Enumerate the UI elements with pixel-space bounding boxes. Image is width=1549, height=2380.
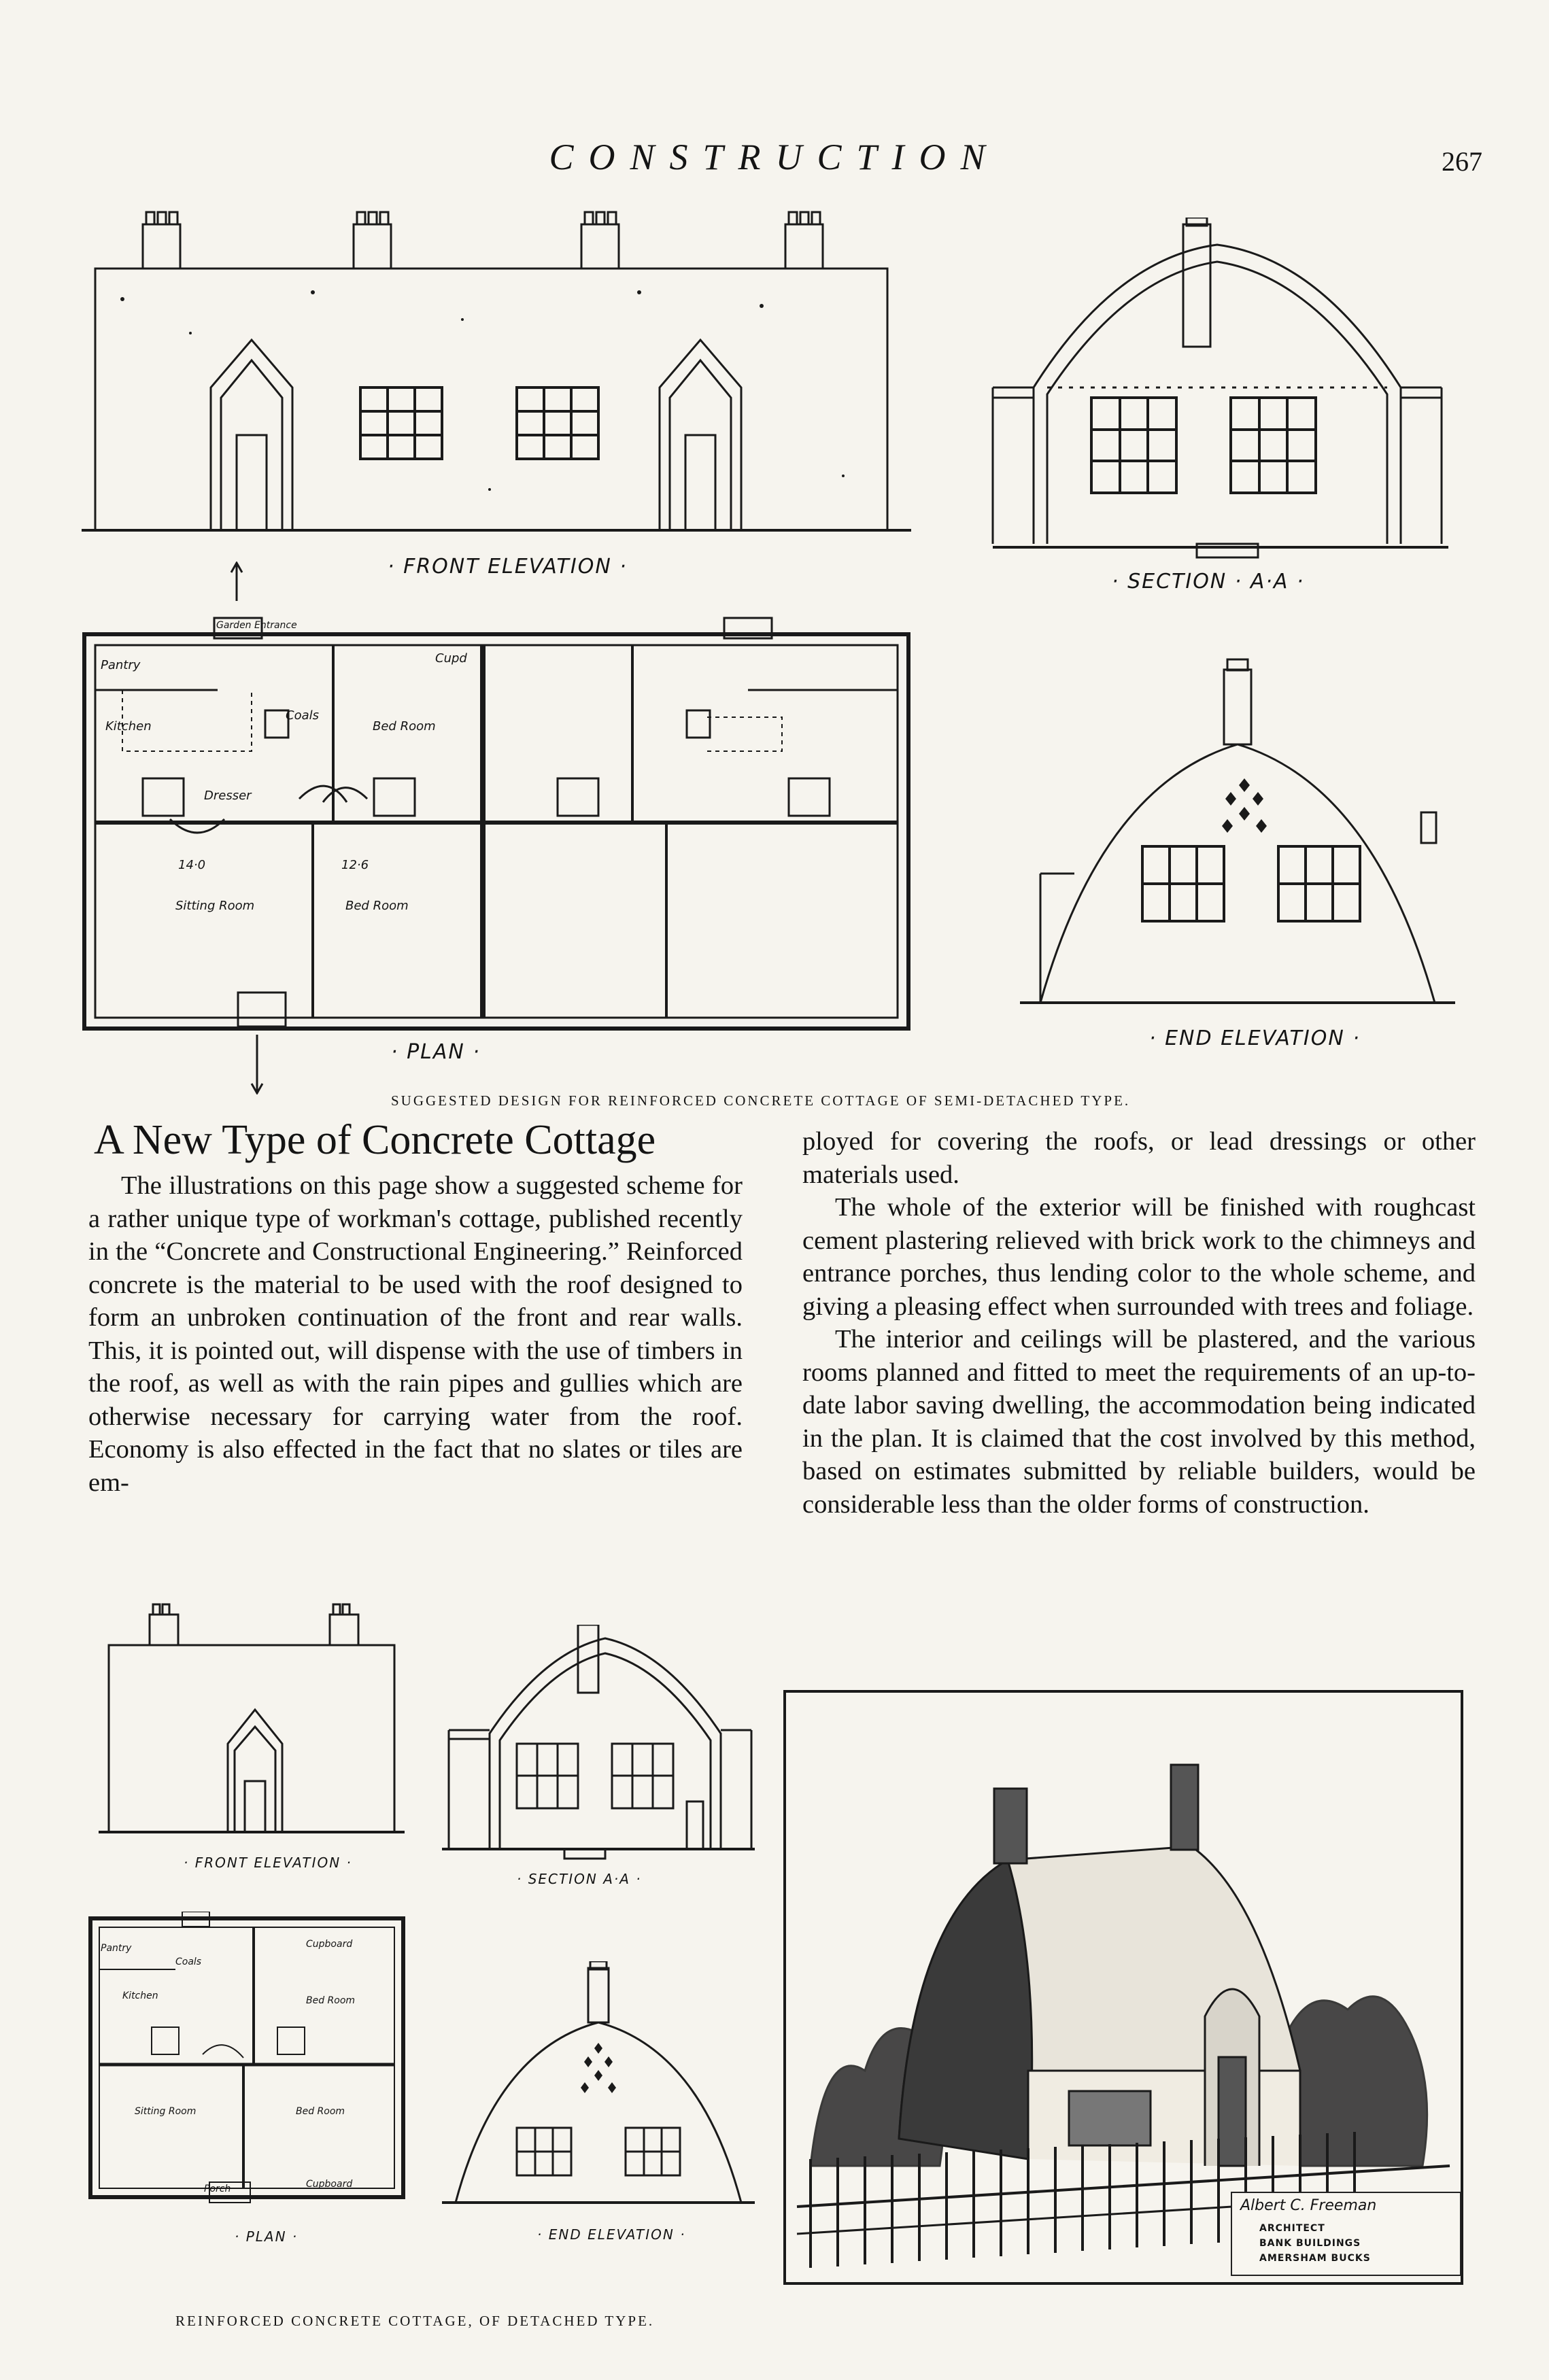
plan-dimension: 14·0 [178,858,206,872]
detached-end-elevation-label: · END ELEVATION · [537,2226,686,2243]
section-arrow-icon [230,562,243,602]
plan-room-dresser: Dresser [204,789,252,803]
detached-plan-room-coals: Coals [175,1956,202,1967]
semi-section-drawing [979,218,1455,564]
detached-section-drawing [442,1625,755,1869]
page-number: 267 [1442,146,1482,177]
detached-front-elevation-label: · FRONT ELEVATION · [184,1855,352,1871]
section-arrow-icon [250,1033,264,1094]
article-headline: A New Type of Concrete Cottage [94,1117,656,1163]
detached-plan-drawing [87,1912,407,2211]
plan-room-bed-room: Bed Room [345,899,409,913]
architect-address: BANK BUILDINGS [1259,2238,1361,2249]
detached-plan-room-bed-room: Bed Room [306,1995,356,2006]
semi-front-elevation-drawing [82,204,911,544]
detached-section-label: · SECTION A·A · [517,1871,642,1887]
semi-plan-label: · PLAN · [391,1040,481,1064]
article-paragraph: The illustrations on this page show a suggested scheme for a rather unique type of workman's cottage, published recently in the “Concrete and Constructional Engineering.” Reinforced concrete is the material to be used with the roof designed to form an unbroken continuation of the front and rear walls. This, it is pointed out, will dispense with the use of timbers in the roof, as well as with the rain pipes and gullies which are otherwise necessary for carrying water from the roof. Economy is also effected in the fact that no slates or tiles are em- [88,1171,743,1497]
running-title: CONSTRUCTION [549,137,1000,177]
semi-section-label: · SECTION · A·A · [1112,570,1305,593]
detached-plan-room-kitchen: Kitchen [122,1990,158,2001]
detached-plan-porch: Porch [204,2184,231,2194]
detached-plan-room-sitting-room: Sitting Room [135,2106,197,2117]
article-column-left [88,1169,743,1499]
architect-signature-block [1231,2192,1461,2276]
plan-room-coals: Coals [286,708,319,723]
architect-title: ARCHITECT [1259,2223,1325,2234]
plan-garden-entrance: Garden Entrance [216,620,297,631]
architect-town: AMERSHAM BUCKS [1259,2253,1371,2264]
figure-caption-detached: REINFORCED CONCRETE COTTAGE, OF DETACHED TYPE. [175,2313,655,2329]
semi-end-elevation-label: · END ELEVATION · [1149,1027,1361,1050]
detached-plan-room-cupboard: Cupboard [306,1939,353,1950]
figure-caption-semi-detached: SUGGESTED DESIGN FOR REINFORCED CONCRETE COTTAGE OF SEMI-DETACHED TYPE. [391,1092,1131,1109]
plan-room-kitchen: Kitchen [105,719,152,734]
article-paragraph: The interior and ceilings will be plastered, and the various rooms planned and fitted to meet the requirements of an up-to-date labor saving dwelling, the accommodation being indicated in the plan. It is claimed that the cost involved by this method, based on estimates submitted by reliable builders, would be considerable less than the older forms of construction. [802,1325,1476,1519]
detached-plan-room-cupboard: Cupboard [306,2179,353,2190]
semi-end-elevation-drawing [1020,656,1455,1023]
article-paragraph: ployed for covering the roofs, or lead dressings or other materials used. [802,1127,1476,1189]
semi-plan-drawing [82,615,911,1037]
semi-front-elevation-label: · FRONT ELEVATION · [388,555,628,579]
detached-end-elevation-drawing [442,1961,755,2213]
plan-room-pantry: Pantry [101,658,141,672]
article-paragraph: The whole of the exterior will be finished with roughcast cement plastering relieved with brick work to the chimneys and entrance porches, thus lending color to the whole scheme, and giving a pleasing effect when surrounded with trees and foliage. [802,1193,1476,1321]
plan-room-cupboard: Cupd [435,651,467,666]
detached-plan-room-pantry: Pantry [101,1943,132,1954]
article-column-right [802,1125,1476,1521]
detached-plan-room-bed-room: Bed Room [296,2106,345,2117]
detached-front-elevation-drawing [99,1598,405,1842]
plan-room-bed-room: Bed Room [373,719,436,734]
plan-room-sitting-room: Sitting Room [175,899,255,913]
architect-name: Albert C. Freeman [1240,2197,1377,2214]
detached-plan-label: · PLAN · [235,2228,299,2245]
plan-dimension: 12·6 [341,858,369,872]
